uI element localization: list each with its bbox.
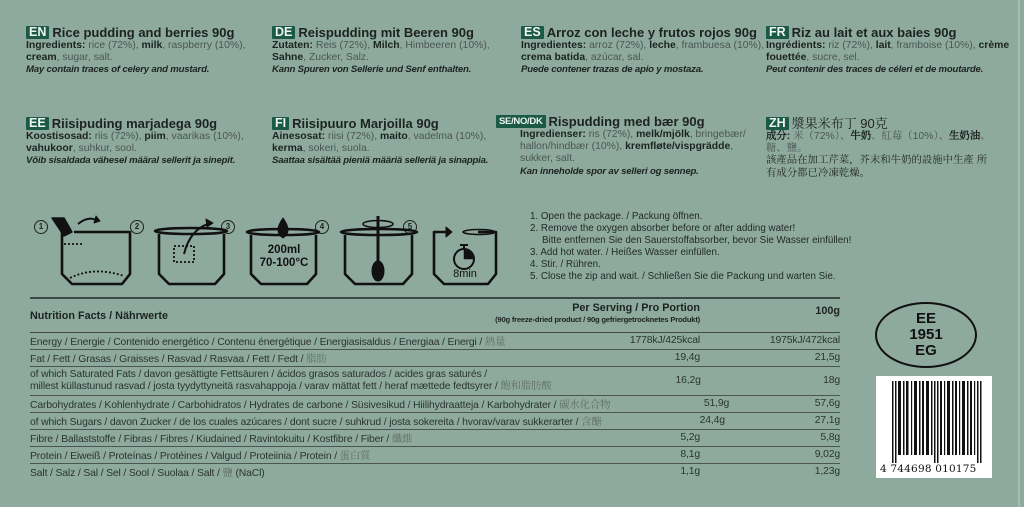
nutrition-row-fibre: Fibre / Ballaststoffe / Fibras / Fibres / Kiudained / Ravintokuitu / Kostfibre / Fiber / 纖維 5,2g 5,8g xyxy=(30,429,840,446)
ingredients: Ingredienser: ris (72%), melk/mjölk, bringebær/ hallon/hindbær (10%), kremfløte/vispgrädde, sukker, salt. xyxy=(520,129,746,165)
lang-block-zh xyxy=(766,116,991,180)
barcode-number: 4 744698 010175 xyxy=(880,463,977,475)
lang-block-es xyxy=(521,25,766,77)
per-100g-header: 100g xyxy=(815,304,840,317)
product-title: 漿果米布丁 90克 xyxy=(791,116,888,131)
lang-badge: EE xyxy=(26,117,49,130)
package-open-icon xyxy=(62,232,130,284)
instruction-line: 1. Open the package. / Packung öffnen. xyxy=(530,211,703,222)
nutrition-row-saturated-fat: of which Saturated Fats / davon gesättigte Fettsäuren / ácidos grasos saturados / acides gras saturés / millest küllastunud rasvad / josta tyydyttyneitä rasvahappoja / varav mättat fett / heraf mættede fedtsyrer / 飽和脂肪酸 16,2g 18g xyxy=(30,366,840,395)
product-title: Riz au lait et aux baies 90g xyxy=(791,25,957,40)
nutrition-title: Nutrition Facts / Nährwerte xyxy=(30,309,168,322)
product-title: Rice pudding and berries 90g xyxy=(52,25,235,40)
step-number: 4 xyxy=(315,220,329,234)
barcode-bars-icon xyxy=(890,381,990,463)
preparation-pictograms xyxy=(34,210,494,290)
allergen-note: Võib sisaldada vähesel määral sellerit ja sinepit. xyxy=(26,155,236,167)
lang-badge: FI xyxy=(272,117,289,130)
instruction-line: 3. Add hot water. / Heißes Wasser einfüllen. xyxy=(530,247,720,258)
nutrition-row-protein: Protein / Eiweiß / Proteínas / Protéines / Valgud / Proteiinia / Protein / 蛋白質 8,1g 9,02g xyxy=(30,446,840,463)
lang-block-fi xyxy=(272,116,517,168)
allergen-note: Peut contenir des traces de céleri et de moutarde. xyxy=(766,64,984,76)
lang-block-en xyxy=(26,25,271,77)
nutrition-row-sugars: of which Sugars / davon Zucker / de los cuales azúcares / dont sucre / suhkrud / josta sokereita / hvorav/varav sukkerarter / 含醣 24,4g 27,1g xyxy=(30,412,840,429)
allergen-note: Kann Spuren von Sellerie und Senf enthalten. xyxy=(272,64,472,76)
ingredients: Zutaten: Reis (72%), Milch, Himbeeren (10%), Sahne, Zucker, Salz. xyxy=(272,40,490,64)
allergen-note: Saattaa sisältää pieniä määriä selleriä ja sinappia. xyxy=(272,155,489,167)
lang-block-ee xyxy=(26,116,271,168)
instruction-line: Bitte entfernen Sie den Sauerstoffabsorber, bevor Sie Wasser einfüllen! xyxy=(542,235,852,246)
step-number: 3 xyxy=(221,220,235,234)
nutrition-row-carbohydrates: Carbohydrates / Kohlenhydrate / Carbohidratos / Hydrates de carbone / Süsivesikud / Hiilihydraatteja / Karbohydrater / 碳水化合物 51,9g 57,6g xyxy=(30,395,840,412)
allergen-note: 該產品在加工芹菜，芥末和牛奶的設施中生產 所有成分都已冷凍乾燥。 xyxy=(766,155,988,179)
ingredients: Ingrédients: riz (72%), lait, framboise (10%), crème fouettée, sucre, sel. xyxy=(766,40,1010,64)
nutrition-row-salt: Salt / Salz / Sal / Sel / Sool / Suolaa / Salt / 鹽 (NaCl) 1,1g 1,23g xyxy=(30,463,840,480)
step-number: 5 xyxy=(403,220,417,234)
allergen-note: Kan inneholde spor av selleri og sennep. xyxy=(520,165,699,177)
instruction-line: 2. Remove the oxygen absorber before or after adding water! xyxy=(530,223,796,234)
ingredients: Ingredientes: arroz (72%), leche, frambuesa (10%), crema batida, azúcar, sal. xyxy=(521,40,765,64)
water-spec: 200ml 70-100°C xyxy=(259,244,309,269)
package-edge xyxy=(1018,0,1020,507)
lang-block-de xyxy=(272,25,517,77)
lang-badge: ZH xyxy=(766,117,789,130)
lang-badge: DE xyxy=(272,26,295,39)
barcode xyxy=(876,376,992,478)
nutrition-row-fat: Fat / Fett / Grasas / Graisses / Rasvad / Rasvaa / Fett / Fedt / 脂肪 19,4g 21,5g xyxy=(30,349,840,366)
lang-badge: EN xyxy=(26,26,49,39)
ingredients: Koostisosad: riis (72%), piim, vaarikas (10%), vahukoor, suhkur, sool. xyxy=(26,131,244,155)
product-title: Riisipuuro Marjoilla 90g xyxy=(292,116,439,131)
lang-block-se-no-dk xyxy=(496,114,756,178)
wait-time: 8min xyxy=(453,268,477,280)
ingredients: 成分: 米（72%）、牛奶、紅莓（10%）、生奶油、糖、鹽。 xyxy=(766,131,991,155)
lang-block-fr xyxy=(766,25,1011,77)
step-number: 1 xyxy=(34,220,48,234)
product-title: Riisipuding marjadega 90g xyxy=(51,116,218,131)
product-title: Rispudding med bær 90g xyxy=(548,114,705,129)
instruction-line: 5. Close the zip and wait. / Schließen Sie die Packung und warten Sie. xyxy=(530,271,836,282)
lang-badge: SE/NO/DK xyxy=(496,115,546,128)
preparation-instructions xyxy=(530,211,851,283)
instruction-line: 4. Stir. / Rühren. xyxy=(530,259,601,270)
ingredients: Ingredients: rice (72%), milk, raspberry (10%), cream, sugar, salt. xyxy=(26,40,246,64)
product-title: Arroz con leche y frutos rojos 90g xyxy=(546,25,757,40)
nutrition-row-energy: Energy / Energie / Contenido energético / Contenu énergétique / Energiasisaldus / Energiaa / Energi / 熱量 1778kJ/425kcal 1975kJ/472kcal xyxy=(30,332,840,349)
per-serving-header: Per Serving / Pro Portion (90g freeze-dried product / 90g gefriergetrocknetes Produkt) xyxy=(495,301,700,324)
allergen-note: May contain traces of celery and mustard. xyxy=(26,64,210,76)
allergen-note: Puede contener trazas de apio y mostaza. xyxy=(521,64,704,76)
step-number: 2 xyxy=(130,220,144,234)
ingredients: Ainesosat: riisi (72%), maito, vadelma (10%), kerma, sokeri, suola. xyxy=(272,131,487,155)
approval-oval-mark: EE 1951 EG xyxy=(875,302,977,368)
product-title: Reispudding mit Beeren 90g xyxy=(298,25,474,40)
lang-badge: ES xyxy=(521,26,544,39)
nutrition-table xyxy=(30,297,840,480)
lang-badge: FR xyxy=(766,26,789,39)
